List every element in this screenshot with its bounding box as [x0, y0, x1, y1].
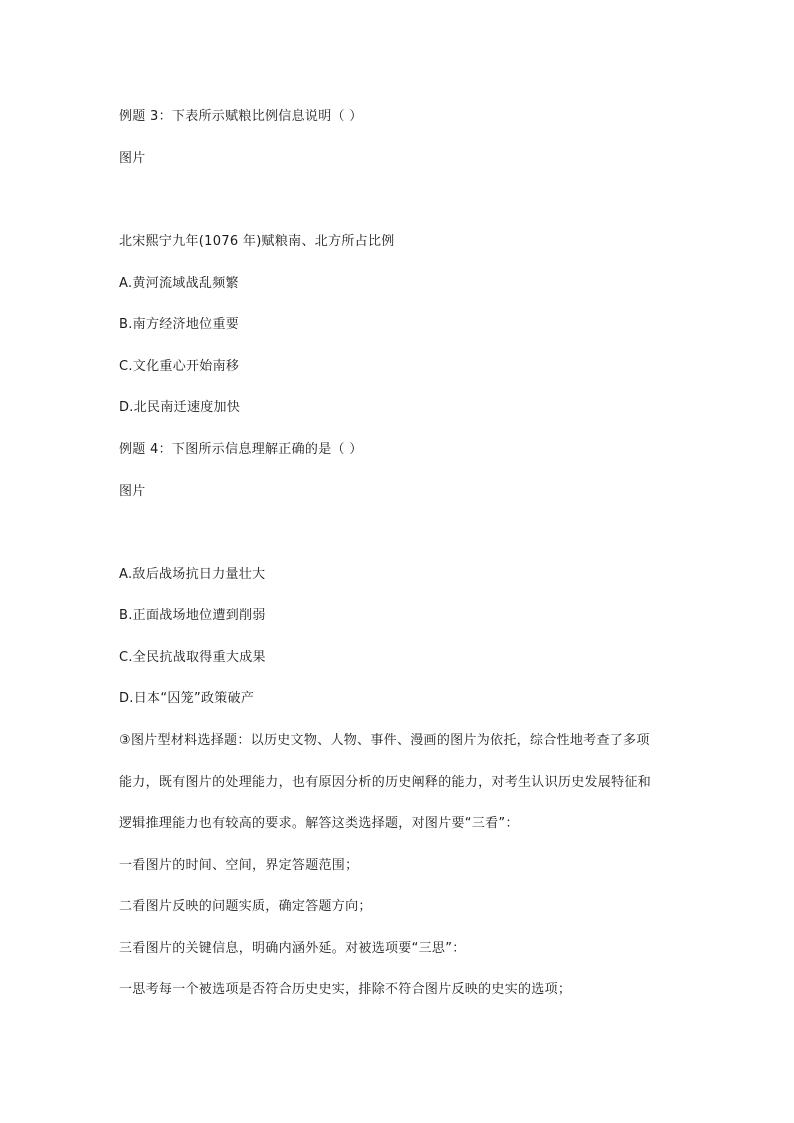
- example-3-option-a: A.黄河流域战乱频繁: [119, 276, 239, 291]
- picture-question-intro-line-1: ③图片型材料选择题：以历史文物、人物、事件、漫画的图片为依托，综合性地考查了多项: [119, 733, 650, 748]
- picture-question-intro-line-3: 逻辑推理能力也有较高的要求。解答这类选择题，对图片要“三看”：: [119, 816, 519, 831]
- example-4-option-a: A.敌后战场抗日力量壮大: [119, 567, 266, 582]
- example-3-option-c: C.文化重心开始南移: [119, 359, 240, 374]
- first-think-tip: 一思考每一个被选项是否符合历史史实，排除不符合图片反映的史实的选项；: [119, 982, 572, 997]
- table-caption: 北宋熙宁九年(1076 年)赋粮南、北方所占比例: [119, 234, 395, 249]
- third-look-tip: 三看图片的关键信息，明确内涵外延。对被选项要“三思”：: [119, 941, 466, 956]
- example-4-option-d: D.日本“囚笼”政策破产: [119, 691, 255, 706]
- picture-question-intro-line-2: 能力，既有图片的处理能力，也有原因分析的历史阐释的能力，对考生认识历史发展特征和: [119, 775, 652, 790]
- example-3-option-b: B.南方经济地位重要: [119, 317, 240, 332]
- example-4-question: 例题 4：下图所示信息理解正确的是（ ）: [119, 442, 363, 457]
- image-placeholder-1: 图片: [119, 151, 146, 166]
- example-3-question: 例题 3：下表所示赋粮比例信息说明（ ）: [119, 109, 363, 124]
- example-4-option-b: B.正面战场地位遭到削弱: [119, 608, 266, 623]
- second-look-tip: 二看图片反映的问题实质，确定答题方向；: [119, 899, 372, 914]
- example-3-option-d: D.北民南迁速度加快: [119, 400, 241, 415]
- image-placeholder-2: 图片: [119, 484, 146, 499]
- first-look-tip: 一看图片的时间、空间，界定答题范围；: [119, 858, 359, 873]
- example-4-option-c: C.全民抗战取得重大成果: [119, 650, 266, 665]
